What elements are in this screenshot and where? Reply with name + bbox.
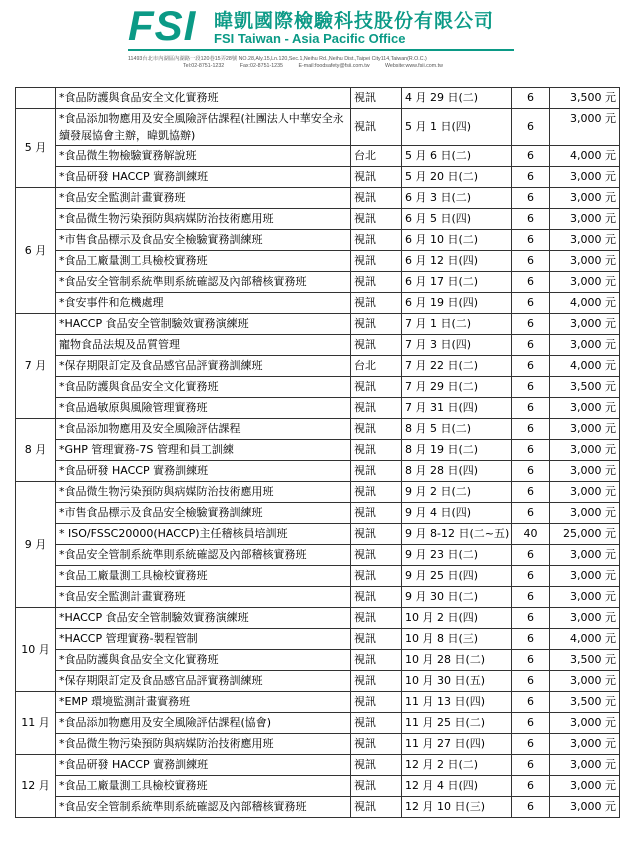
date-cell: 6 月 5 日(四) (402, 209, 512, 230)
date-cell: 10 月 2 日(四) (402, 608, 512, 629)
month-cell: 11 月 (16, 692, 56, 755)
date-cell: 8 月 19 日(二) (402, 440, 512, 461)
fee-cell: 3,000 元 (550, 734, 620, 755)
fee-cell: 4,000 元 (550, 293, 620, 314)
table-row (16, 461, 620, 482)
location-cell: 視訊 (351, 545, 402, 566)
fee-cell: 3,000 元 (550, 272, 620, 293)
location-cell: 視訊 (351, 587, 402, 608)
course-name-cell: *食品過敏原與風險管理實務班 (56, 398, 351, 419)
location-cell: 台北 (351, 356, 402, 377)
course-name-cell: *食品研發 HACCP 實務訓練班 (56, 461, 351, 482)
hours-cell: 6 (512, 440, 550, 461)
table-row (16, 335, 620, 356)
location-cell: 視訊 (351, 776, 402, 797)
fee-cell: 3,000 元 (550, 461, 620, 482)
month-cell: 12 月 (16, 755, 56, 818)
letterhead (0, 0, 635, 80)
fee-cell: 4,000 元 (550, 356, 620, 377)
course-name-cell: *食品微生物檢驗實務解說班 (56, 146, 351, 167)
fee-cell: 3,000 元 (550, 608, 620, 629)
fee-cell: 25,000 元 (550, 524, 620, 545)
hours-cell: 6 (512, 461, 550, 482)
date-cell: 6 月 10 日(二) (402, 230, 512, 251)
table-row (16, 167, 620, 188)
hours-cell: 6 (512, 188, 550, 209)
location-cell: 視訊 (351, 524, 402, 545)
hours-cell: 6 (512, 356, 550, 377)
fee-cell: 3,000 元 (550, 109, 620, 146)
fee-cell: 3,500 元 (550, 88, 620, 109)
month-cell: 9 月 (16, 482, 56, 608)
table-row (16, 314, 620, 335)
date-cell: 9 月 30 日(二) (402, 587, 512, 608)
course-name-cell: *食品添加物應用及安全風險評估課程(社團法人中華安全永續發展協會主辦，暐凱協辦) (56, 109, 351, 146)
fsi-logo: FSI (128, 2, 197, 49)
course-name-cell: *食品防護與食品安全文化實務班 (56, 377, 351, 398)
course-name-cell: *食品研發 HACCP 實務訓練班 (56, 167, 351, 188)
fee-cell: 3,500 元 (550, 692, 620, 713)
fee-cell: 3,000 元 (550, 251, 620, 272)
course-name-cell: *食品安全管制系統準則系統確認及內部稽核實務班 (56, 272, 351, 293)
hours-cell: 6 (512, 734, 550, 755)
location-cell: 視訊 (351, 629, 402, 650)
date-cell: 12 月 4 日(四) (402, 776, 512, 797)
location-cell: 視訊 (351, 88, 402, 109)
date-cell: 10 月 30 日(五) (402, 671, 512, 692)
hours-cell: 6 (512, 335, 550, 356)
hours-cell: 6 (512, 419, 550, 440)
hours-cell: 6 (512, 109, 550, 146)
fee-cell: 4,000 元 (550, 629, 620, 650)
date-cell: 9 月 4 日(四) (402, 503, 512, 524)
location-cell: 視訊 (351, 692, 402, 713)
date-cell: 6 月 17 日(二) (402, 272, 512, 293)
hours-cell: 6 (512, 272, 550, 293)
table-row (16, 629, 620, 650)
fee-cell: 3,000 元 (550, 167, 620, 188)
table-row (16, 713, 620, 734)
date-cell: 7 月 22 日(二) (402, 356, 512, 377)
table-row (16, 482, 620, 503)
location-cell: 視訊 (351, 503, 402, 524)
company-address: 11493台北市內湖區內湖路一段120巷15弄28號 NO.28,Aly.15,Ln.120,Sec.1,Neihu Rd.,Neihu Dist.,Taipei City114,Taiwan(R.O.C.) (128, 56, 427, 62)
fee-cell: 3,500 元 (550, 377, 620, 398)
fee-cell: 3,000 元 (550, 545, 620, 566)
table-row (16, 671, 620, 692)
date-cell: 7 月 3 日(四) (402, 335, 512, 356)
course-name-cell: *EMP 環境監測計畫實務班 (56, 692, 351, 713)
date-cell: 11 月 27 日(四) (402, 734, 512, 755)
location-cell: 台北 (351, 146, 402, 167)
date-cell: 6 月 19 日(四) (402, 293, 512, 314)
hours-cell: 6 (512, 545, 550, 566)
date-cell: 5 月 6 日(二) (402, 146, 512, 167)
table-row (16, 146, 620, 167)
course-name-cell: *GHP 管理實務-7S 管理和員工訓練 (56, 440, 351, 461)
course-name-cell: *食品安全監測計畫實務班 (56, 188, 351, 209)
course-name-cell: *市售食品標示及食品安全檢驗實務訓練班 (56, 230, 351, 251)
date-cell: 7 月 1 日(二) (402, 314, 512, 335)
location-cell: 視訊 (351, 482, 402, 503)
table-row (16, 251, 620, 272)
hours-cell: 6 (512, 755, 550, 776)
date-cell: 6 月 12 日(四) (402, 251, 512, 272)
table-row (16, 398, 620, 419)
email-address: E-mail:foodsafety@fsii.com.tw (298, 63, 370, 69)
company-name-chinese: 暐凱國際檢驗科技股份有限公司 (214, 10, 495, 32)
table-row (16, 419, 620, 440)
schedule-body (16, 88, 620, 818)
hours-cell: 6 (512, 713, 550, 734)
course-name-cell: *HACCP 管理實務-製程管制 (56, 629, 351, 650)
hours-cell: 40 (512, 524, 550, 545)
location-cell: 視訊 (351, 293, 402, 314)
location-cell: 視訊 (351, 671, 402, 692)
hours-cell: 6 (512, 671, 550, 692)
date-cell: 4 月 29 日(二) (402, 88, 512, 109)
table-row (16, 188, 620, 209)
table-row (16, 776, 620, 797)
month-cell (16, 88, 56, 109)
table-row (16, 356, 620, 377)
location-cell: 視訊 (351, 755, 402, 776)
table-row (16, 503, 620, 524)
date-cell: 7 月 29 日(二) (402, 377, 512, 398)
table-row (16, 545, 620, 566)
month-cell: 5 月 (16, 109, 56, 188)
course-name-cell: *食安事件和危機處理 (56, 293, 351, 314)
fee-cell: 3,000 元 (550, 587, 620, 608)
table-row (16, 377, 620, 398)
fee-cell: 3,000 元 (550, 440, 620, 461)
course-name-cell: *食品防護與食品安全文化實務班 (56, 650, 351, 671)
date-cell: 10 月 28 日(二) (402, 650, 512, 671)
date-cell: 9 月 25 日(四) (402, 566, 512, 587)
location-cell: 視訊 (351, 314, 402, 335)
table-row (16, 230, 620, 251)
table-row (16, 440, 620, 461)
hours-cell: 6 (512, 797, 550, 818)
company-contact (183, 63, 457, 69)
course-name-cell: *食品防護與食品安全文化實務班 (56, 88, 351, 109)
location-cell: 視訊 (351, 650, 402, 671)
course-name-cell: *食品工廠量測工具檢校實務班 (56, 566, 351, 587)
course-name-cell: *食品安全管制系統準則系統確認及內部稽核實務班 (56, 797, 351, 818)
hours-cell: 6 (512, 776, 550, 797)
table-row (16, 797, 620, 818)
hours-cell: 6 (512, 608, 550, 629)
location-cell: 視訊 (351, 713, 402, 734)
hours-cell: 6 (512, 692, 550, 713)
hours-cell: 6 (512, 293, 550, 314)
website: Website:www.fsii.com.tw (385, 63, 443, 69)
fee-cell: 3,000 元 (550, 755, 620, 776)
hours-cell: 6 (512, 650, 550, 671)
course-name-cell: *食品研發 HACCP 實務訓練班 (56, 755, 351, 776)
course-name-cell: *保存期限訂定及食品感官品評實務訓練班 (56, 356, 351, 377)
location-cell: 視訊 (351, 109, 402, 146)
table-row (16, 88, 620, 109)
fee-cell: 3,000 元 (550, 671, 620, 692)
date-cell: 9 月 2 日(二) (402, 482, 512, 503)
course-name-cell: *食品安全監測計畫實務班 (56, 587, 351, 608)
fee-cell: 3,000 元 (550, 335, 620, 356)
course-name-cell: *市售食品標示及食品安全檢驗實務訓練班 (56, 503, 351, 524)
location-cell: 視訊 (351, 440, 402, 461)
fee-cell: 3,000 元 (550, 314, 620, 335)
table-row (16, 734, 620, 755)
location-cell: 視訊 (351, 167, 402, 188)
course-name-cell: *食品添加物應用及安全風險評估課程 (56, 419, 351, 440)
course-name-cell: *HACCP 食品安全管制驗效實務演練班 (56, 608, 351, 629)
hours-cell: 6 (512, 230, 550, 251)
location-cell: 視訊 (351, 272, 402, 293)
fee-cell: 3,000 元 (550, 776, 620, 797)
fee-cell: 3,000 元 (550, 482, 620, 503)
location-cell: 視訊 (351, 209, 402, 230)
hours-cell: 6 (512, 482, 550, 503)
date-cell: 9 月 23 日(二) (402, 545, 512, 566)
date-cell: 12 月 10 日(三) (402, 797, 512, 818)
month-cell: 6 月 (16, 188, 56, 314)
hours-cell: 6 (512, 88, 550, 109)
fee-cell: 3,000 元 (550, 797, 620, 818)
hours-cell: 6 (512, 146, 550, 167)
table-row (16, 755, 620, 776)
hours-cell: 6 (512, 377, 550, 398)
course-name-cell: *HACCP 食品安全管制驗效實務演練班 (56, 314, 351, 335)
table-row (16, 524, 620, 545)
month-cell: 8 月 (16, 419, 56, 482)
table-row (16, 587, 620, 608)
fax: Fax:02-8751-1235 (239, 63, 284, 69)
header-divider (128, 49, 514, 51)
hours-cell: 6 (512, 566, 550, 587)
fee-cell: 3,000 元 (550, 398, 620, 419)
fee-cell: 3,000 元 (550, 419, 620, 440)
table-row (16, 272, 620, 293)
course-name-cell: *保存期限訂定及食品感官品評實務訓練班 (56, 671, 351, 692)
course-schedule-table (15, 87, 620, 818)
month-cell: 10 月 (16, 608, 56, 692)
date-cell: 7 月 31 日(四) (402, 398, 512, 419)
hours-cell: 6 (512, 629, 550, 650)
location-cell: 視訊 (351, 566, 402, 587)
table-row (16, 209, 620, 230)
location-cell: 視訊 (351, 251, 402, 272)
hours-cell: 6 (512, 398, 550, 419)
course-name-cell: *食品微生物污染預防與病媒防治技術應用班 (56, 209, 351, 230)
month-cell: 7 月 (16, 314, 56, 419)
table-row (16, 566, 620, 587)
fee-cell: 3,000 元 (550, 230, 620, 251)
course-name-cell: *食品安全管制系統準則系統確認及內部稽核實務班 (56, 545, 351, 566)
hours-cell: 6 (512, 587, 550, 608)
course-name-cell: *食品工廠量測工具檢校實務班 (56, 776, 351, 797)
date-cell: 6 月 3 日(二) (402, 188, 512, 209)
location-cell: 視訊 (351, 398, 402, 419)
location-cell: 視訊 (351, 188, 402, 209)
date-cell: 12 月 2 日(二) (402, 755, 512, 776)
location-cell: 視訊 (351, 797, 402, 818)
location-cell: 視訊 (351, 335, 402, 356)
hours-cell: 6 (512, 314, 550, 335)
location-cell: 視訊 (351, 734, 402, 755)
table-row (16, 608, 620, 629)
location-cell: 視訊 (351, 377, 402, 398)
hours-cell: 6 (512, 503, 550, 524)
course-name-cell: *食品工廠量測工具檢校實務班 (56, 251, 351, 272)
date-cell: 11 月 25 日(二) (402, 713, 512, 734)
date-cell: 9 月 8-12 日(二~五) (402, 524, 512, 545)
course-name-cell: *食品微生物污染預防與病媒防治技術應用班 (56, 482, 351, 503)
fee-cell: 3,500 元 (550, 650, 620, 671)
course-name-cell: *食品微生物污染預防與病媒防治技術應用班 (56, 734, 351, 755)
fee-cell: 3,000 元 (550, 188, 620, 209)
date-cell: 8 月 5 日(二) (402, 419, 512, 440)
date-cell: 5 月 20 日(二) (402, 167, 512, 188)
telephone: Tel:02-8751-1232 (183, 63, 225, 69)
date-cell: 8 月 28 日(四) (402, 461, 512, 482)
fee-cell: 3,000 元 (550, 566, 620, 587)
table-row (16, 293, 620, 314)
location-cell: 視訊 (351, 230, 402, 251)
hours-cell: 6 (512, 209, 550, 230)
table-row (16, 650, 620, 671)
company-name-english: FSI Taiwan - Asia Pacific Office (214, 31, 406, 46)
hours-cell: 6 (512, 167, 550, 188)
date-cell: 11 月 13 日(四) (402, 692, 512, 713)
fee-cell: 3,000 元 (550, 209, 620, 230)
location-cell: 視訊 (351, 419, 402, 440)
course-name-cell: * ISO/FSSC20000(HACCP)主任稽核員培訓班 (56, 524, 351, 545)
location-cell: 視訊 (351, 608, 402, 629)
hours-cell: 6 (512, 251, 550, 272)
course-name-cell: *食品添加物應用及安全風險評估課程(協會) (56, 713, 351, 734)
table-row (16, 109, 620, 146)
location-cell: 視訊 (351, 461, 402, 482)
date-cell: 10 月 8 日(三) (402, 629, 512, 650)
fee-cell: 3,000 元 (550, 503, 620, 524)
fee-cell: 4,000 元 (550, 146, 620, 167)
date-cell: 5 月 1 日(四) (402, 109, 512, 146)
fee-cell: 3,000 元 (550, 713, 620, 734)
course-name-cell: 寵物食品法規及品質管理 (56, 335, 351, 356)
table-row (16, 692, 620, 713)
